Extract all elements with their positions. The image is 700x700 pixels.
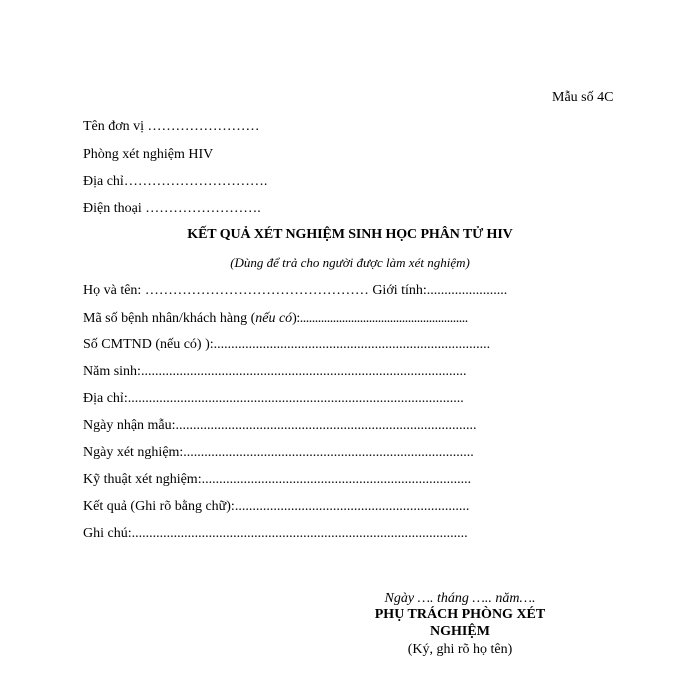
lab-name-line: Phòng xét nghiệm HIV xyxy=(83,147,214,162)
field-name-gender: Họ và tên: ………………………………………… Giới tính:....................... xyxy=(83,283,508,298)
patient-code-note: nếu có xyxy=(255,311,293,326)
patient-code-dots: ):........................................................ xyxy=(292,311,468,326)
form-code: Mẫu số 4C xyxy=(552,90,614,105)
field-test-date: Ngày xét nghiệm:................................................................................... xyxy=(83,445,474,460)
signature-instruction: (Ký, ghi rõ họ tên) xyxy=(407,642,513,657)
field-sample-date: Ngày nhận mẫu:...................................................................................... xyxy=(83,418,477,433)
field-patient-code xyxy=(83,310,534,328)
field-note: Ghi chú:................................................................................................ xyxy=(83,526,468,541)
signature-title-line2: NGHIỆM xyxy=(430,624,490,639)
phone-line: Điện thoại ……………………. xyxy=(83,201,261,216)
unit-name-line: Tên đơn vị …………………… xyxy=(83,119,260,134)
patient-code-label: Mã số bệnh nhân/khách hàng ( xyxy=(83,311,256,326)
address-header-line: Địa chỉ…………………………. xyxy=(83,174,268,189)
signature-title-line1: PHỤ TRÁCH PHÒNG XÉT xyxy=(374,607,546,622)
field-result: Kết quả (Ghi rõ bằng chữ):................................................................... xyxy=(83,499,470,514)
field-id-number: Số CMTND (nếu có) ):............................................................................... xyxy=(83,337,491,352)
document-subtitle: (Dùng để trả cho người được làm xét nghiệm) xyxy=(230,255,470,270)
field-technique: Kỹ thuật xét nghiệm:............................................................................. xyxy=(83,472,472,487)
field-birth-year: Năm sinh:............................................................................................. xyxy=(83,364,467,379)
signature-date-line: Ngày …. tháng ….. năm…. xyxy=(384,591,536,606)
document-title: KẾT QUẢ XÉT NGHIỆM SINH HỌC PHÂN TỬ HIV xyxy=(187,227,513,242)
field-address: Địa chỉ:................................................................................................ xyxy=(83,391,464,406)
